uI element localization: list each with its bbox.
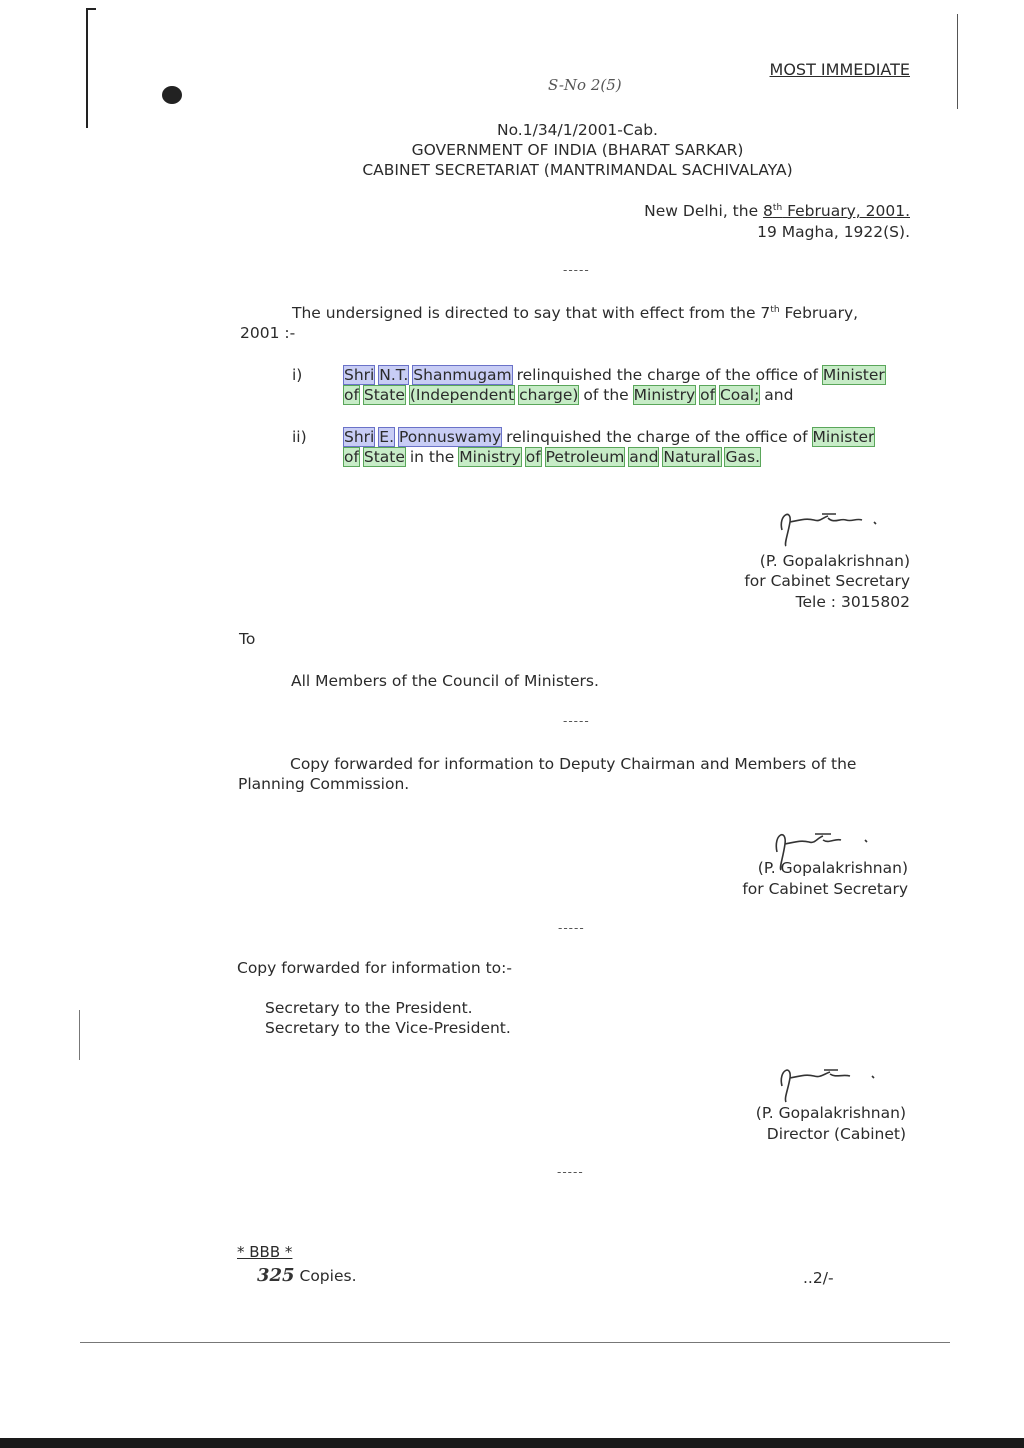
item-1-person-initials: N.T. (379, 366, 409, 384)
item-2-person-name: Ponnuswamy (398, 428, 502, 446)
date-day: 8th February, 2001. (763, 202, 910, 220)
date-prefix: New Delhi, the (644, 202, 764, 220)
signatory-1-title: for Cabinet Secretary (744, 572, 910, 590)
saka-date: 19 Magha, 1922(S). (757, 223, 910, 241)
signatory-2-title: for Cabinet Secretary (742, 880, 908, 898)
intro-line: The undersigned is directed to say that with effect from the 7th February, (292, 304, 859, 322)
item-1-line-2: of State (Independent charge) of the Ministry of Coal; and (344, 386, 794, 404)
to-label: To (239, 630, 256, 648)
file-number: No.1/34/1/2001-Cab. (497, 121, 658, 139)
scan-right-border (957, 14, 958, 109)
item-number-1: i) (292, 366, 303, 384)
recipients-council: All Members of the Council of Ministers. (291, 672, 599, 690)
signatory-2-name: (P. Gopalakrishnan) (757, 859, 908, 877)
copy-recipient-2: Secretary to the Vice-President. (265, 1019, 511, 1037)
signatory-3-title: Director (Cabinet) (766, 1125, 906, 1143)
item-1-person-title: Shri (344, 366, 375, 384)
copies-handwritten-number: 325 (257, 1265, 295, 1286)
signature-1 (770, 500, 900, 550)
item-1-ministry: Ministry (633, 386, 696, 404)
separator-3: ----- (558, 921, 585, 935)
copy-recipient-1: Secretary to the President. (265, 999, 473, 1017)
item-2-line-1: Shri E. Ponnuswamy relinquished the charge of the office of Minister (344, 428, 875, 446)
priority-label: MOST IMMEDIATE (769, 60, 910, 79)
department-name: CABINET SECRETARIAT (MANTRIMANDAL SACHIVALAYA) (362, 161, 793, 179)
signatory-1-name: (P. Gopalakrishnan) (759, 552, 910, 570)
separator-1: ----- (563, 263, 590, 277)
issue-date (644, 202, 910, 220)
item-1-person-name: Shanmugam (413, 366, 512, 384)
government-name: GOVERNMENT OF INDIA (BHARAT SARKAR) (411, 141, 744, 159)
scan-top-corner (86, 8, 96, 10)
scan-left-border (86, 8, 88, 128)
copy-forward-1-line-b: Planning Commission. (238, 775, 410, 793)
signatory-1-phone: Tele : 3015802 (795, 593, 910, 611)
signature-3 (770, 1056, 900, 1106)
item-2-person-title: Shri (344, 428, 375, 446)
signatory-3-name: (P. Gopalakrishnan) (755, 1104, 906, 1122)
item-2-ministry: Ministry (459, 448, 521, 466)
copies-count: 325 Copies. (257, 1265, 357, 1286)
item-2-person-initials: E. (379, 428, 395, 446)
item-1-post: Minister (822, 366, 885, 384)
intro-year: 2001 :- (240, 324, 296, 342)
office-code: * BBB * (237, 1243, 293, 1261)
copy-forward-1-line-a: Copy forwarded for information to Deputy Chairman and Members of the (290, 755, 857, 773)
page-continuation: ..2/- (803, 1269, 834, 1287)
item-2-line-2: of State in the Ministry of Petroleum and Natural Gas. (344, 448, 760, 466)
scan-bottom-edge (0, 1438, 1024, 1448)
copy-forward-2-heading: Copy forwarded for information to:- (237, 959, 512, 977)
scan-bottom-line (80, 1342, 950, 1343)
separator-4: ----- (557, 1165, 584, 1179)
separator-2: ----- (563, 714, 590, 728)
handwritten-reference: S-No 2(5) (548, 76, 622, 94)
item-number-2: ii) (292, 428, 307, 446)
scan-left-tick (79, 1010, 80, 1060)
punch-hole (162, 86, 182, 104)
item-2-post: Minister (812, 428, 875, 446)
item-1-line-1: Shri N.T. Shanmugam relinquished the charge of the office of Minister (344, 366, 885, 384)
